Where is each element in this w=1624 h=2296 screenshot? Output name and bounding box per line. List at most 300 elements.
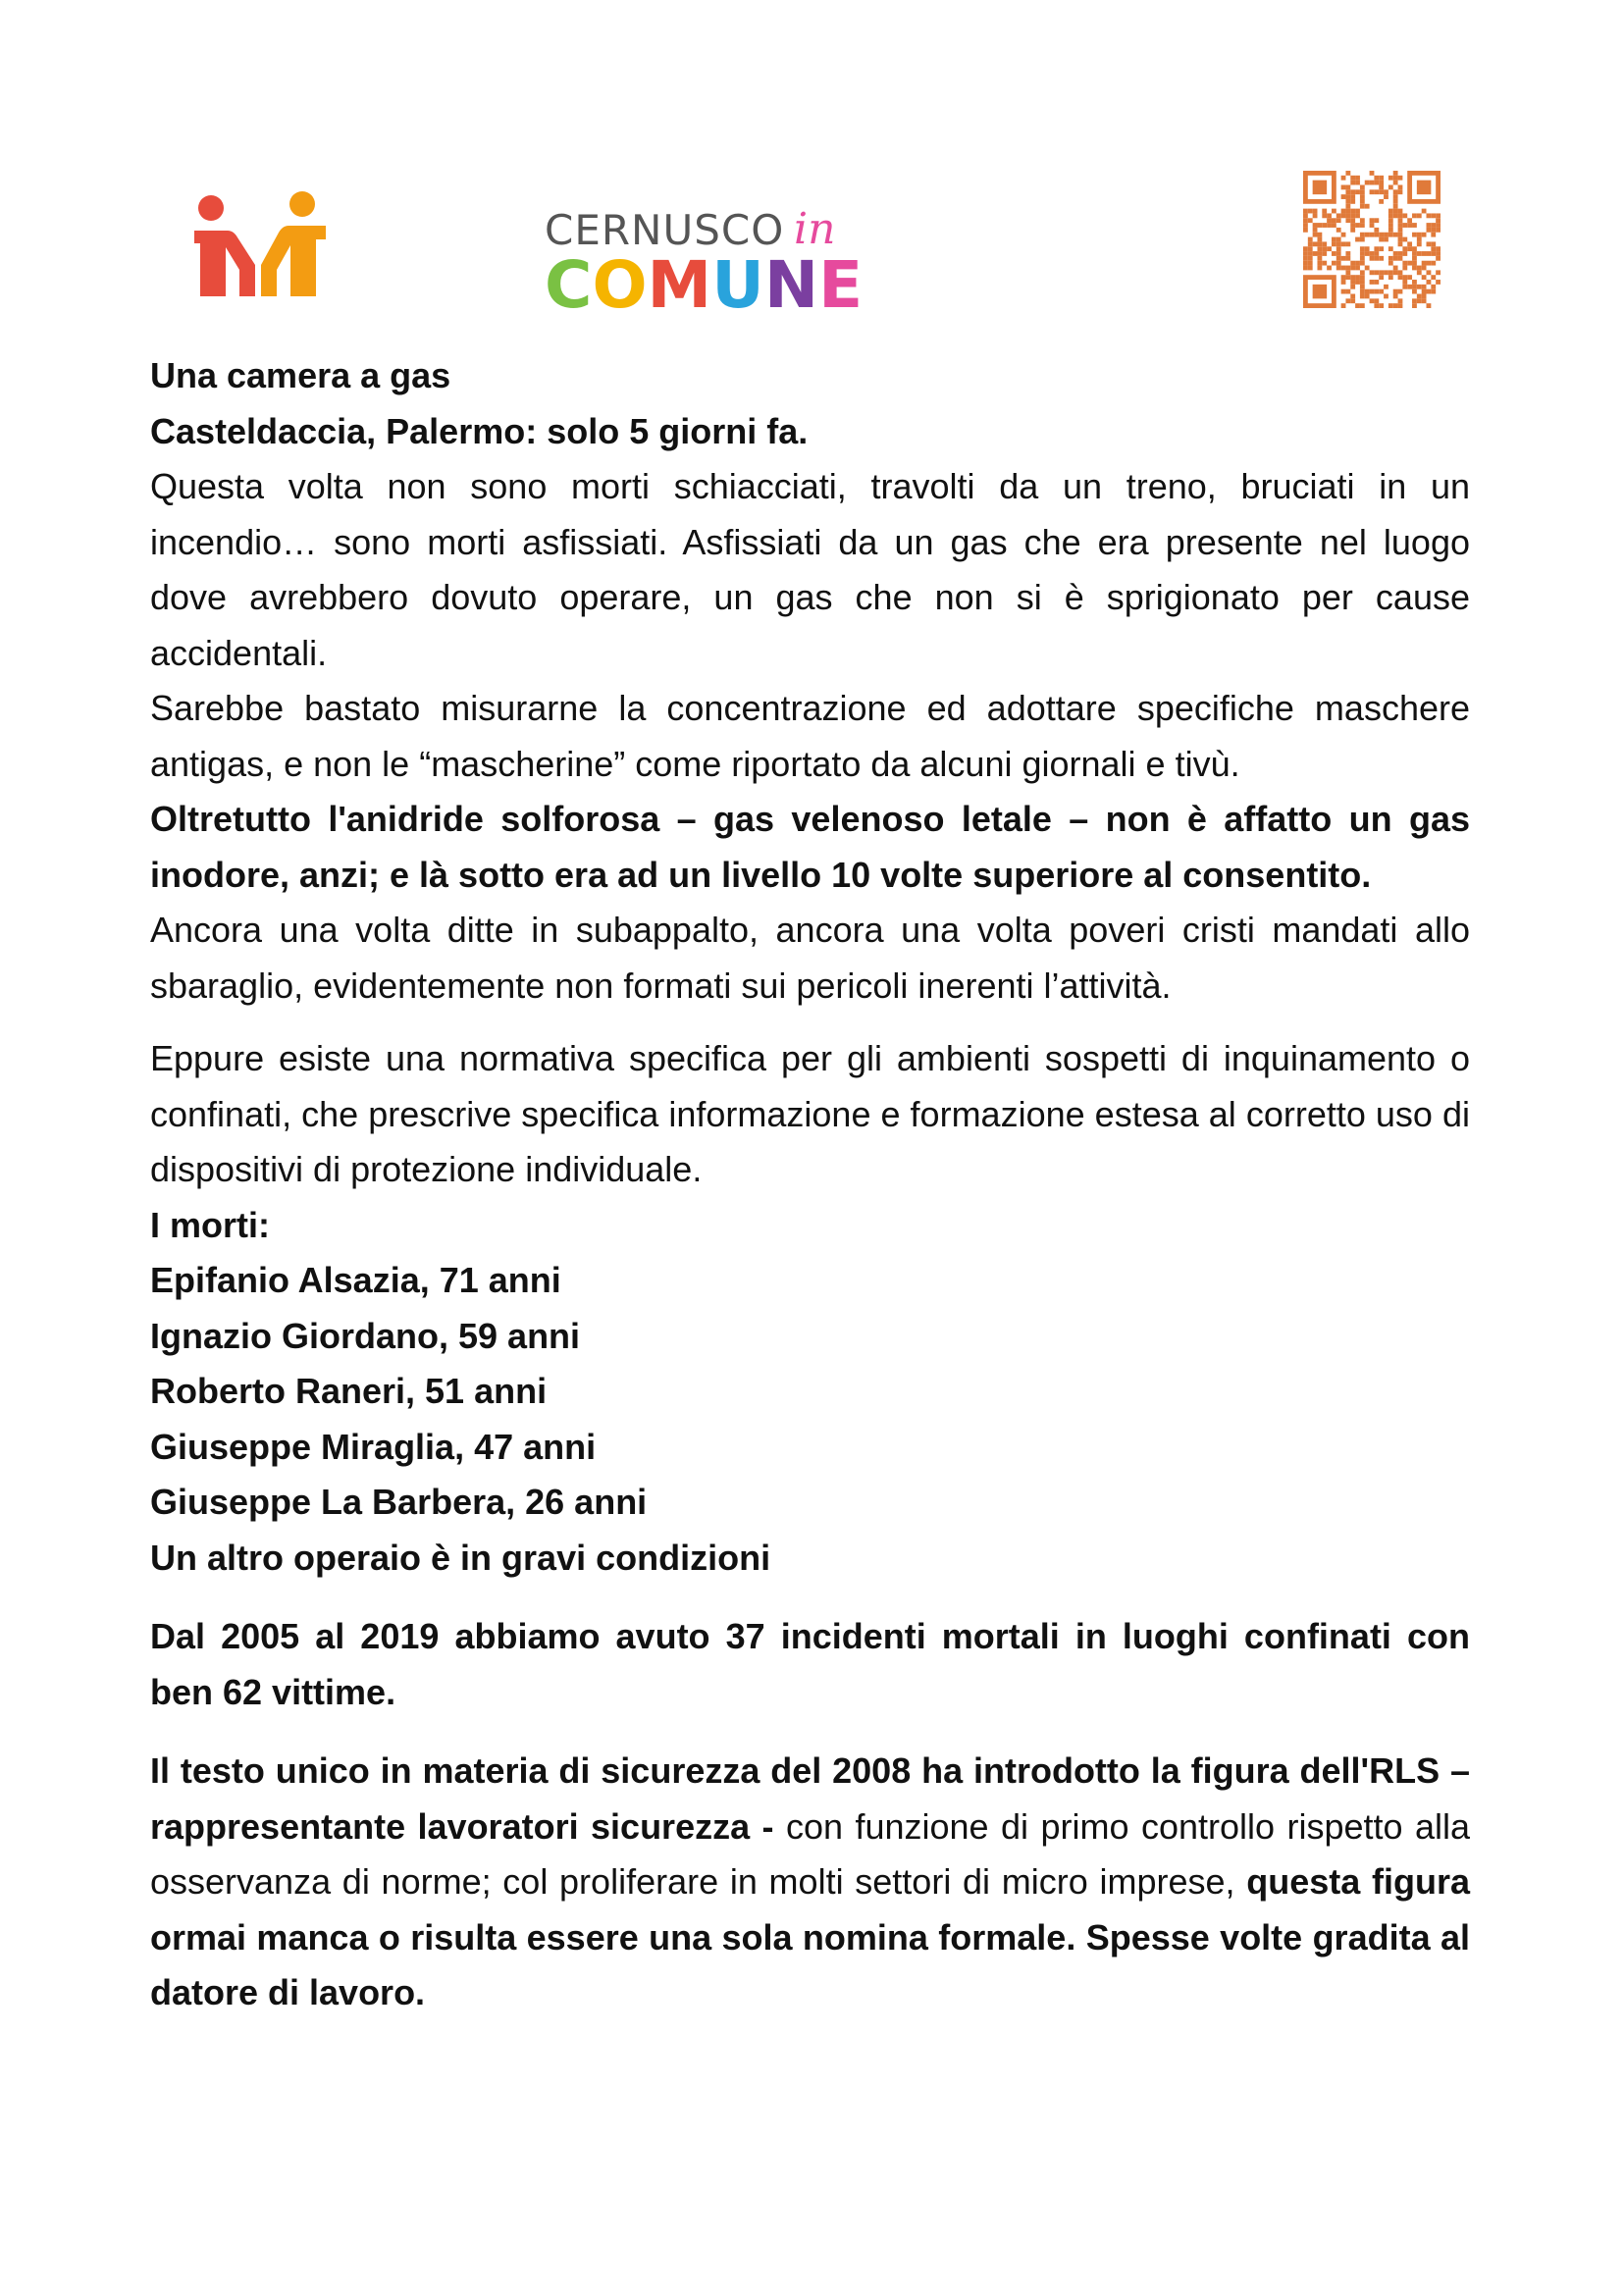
- qr-module: [1332, 223, 1336, 228]
- qr-module: [1355, 223, 1360, 228]
- qr-module: [1388, 261, 1393, 266]
- qr-module: [1365, 181, 1370, 185]
- qr-module: [1398, 209, 1403, 214]
- qr-module: [1436, 251, 1441, 256]
- qr-module: [1350, 280, 1355, 285]
- qr-module: [1422, 294, 1427, 299]
- qr-module: [1402, 285, 1407, 289]
- qr-module: [1431, 285, 1436, 289]
- qr-module: [1336, 213, 1341, 218]
- qr-module: [1374, 228, 1379, 233]
- qr-module: [1388, 303, 1393, 308]
- qr-module: [1427, 289, 1432, 294]
- qr-module: [1427, 280, 1432, 285]
- qr-module: [1431, 289, 1436, 294]
- qr-module: [1345, 275, 1350, 280]
- qr-module: [1412, 256, 1417, 261]
- qr-module: [1374, 303, 1379, 308]
- qr-module: [1317, 261, 1322, 266]
- m-logo: [186, 186, 334, 304]
- qr-module: [1370, 181, 1375, 185]
- qr-module: [1388, 233, 1393, 237]
- qr-module: [1412, 251, 1417, 256]
- qr-module: [1327, 246, 1332, 251]
- qr-module: [1313, 213, 1318, 218]
- qr-module: [1417, 298, 1422, 303]
- qr-module: [1332, 218, 1336, 223]
- qr-module: [1355, 181, 1360, 185]
- qr-module: [1350, 189, 1355, 194]
- qr-module: [1398, 298, 1403, 303]
- qr-module: [1355, 176, 1360, 181]
- victim-item: Ignazio Giordano, 59 anni: [150, 1315, 581, 1356]
- logo-head-left: [198, 195, 224, 221]
- qr-module: [1384, 194, 1388, 199]
- qr-module: [1370, 218, 1375, 223]
- qr-module: [1393, 289, 1398, 294]
- qr-module: [1360, 303, 1365, 308]
- qr-module: [1370, 251, 1375, 256]
- qr-module: [1388, 246, 1393, 251]
- qr-module: [1427, 261, 1432, 266]
- qr-module: [1303, 251, 1308, 256]
- qr-module: [1384, 189, 1388, 194]
- qr-module: [1398, 303, 1403, 308]
- paragraph-2: Sarebbe bastato misurarne la concentrazione ed adottare specifiche maschere antigas, e non le “mascherine” come riportato da alcuni giornali e tivù.: [150, 688, 1470, 784]
- qr-module: [1350, 194, 1355, 199]
- qr-module: [1355, 209, 1360, 214]
- qr-module: [1407, 218, 1412, 223]
- qr-finder-pattern: [1313, 285, 1327, 298]
- qr-module: [1345, 189, 1350, 194]
- qr-module: [1341, 241, 1346, 246]
- qr-module: [1313, 241, 1318, 246]
- qr-module: [1355, 213, 1360, 218]
- qr-module: [1350, 218, 1355, 223]
- logo-letter-e: E: [818, 247, 864, 323]
- qr-module: [1360, 285, 1365, 289]
- qr-module: [1393, 176, 1398, 181]
- qr-module: [1345, 184, 1350, 189]
- qr-module: [1436, 256, 1441, 261]
- qr-module: [1322, 251, 1327, 256]
- qr-module: [1374, 298, 1379, 303]
- paragraph-7-normal: con funzione di primo controllo rispetto alla osservanza di norme; col proliferare in molti settori di micro imprese,: [150, 1805, 1470, 1902]
- qr-module: [1332, 209, 1336, 214]
- qr-module: [1360, 237, 1365, 242]
- qr-module: [1374, 218, 1379, 223]
- qr-finder-pattern: [1313, 181, 1327, 194]
- qr-module: [1374, 280, 1379, 285]
- qr-module: [1341, 233, 1346, 237]
- qr-module: [1345, 251, 1350, 256]
- qr-module: [1374, 289, 1379, 294]
- qr-module: [1422, 298, 1427, 303]
- victim-item: Un altro operaio è in gravi condizioni: [150, 1537, 771, 1578]
- qr-module: [1398, 289, 1403, 294]
- qr-module: [1384, 237, 1388, 242]
- qr-module: [1313, 223, 1318, 228]
- qr-module: [1345, 298, 1350, 303]
- qr-module: [1341, 194, 1346, 199]
- qr-module: [1317, 246, 1322, 251]
- qr-module: [1327, 218, 1332, 223]
- qr-module: [1355, 237, 1360, 242]
- qr-module: [1308, 266, 1313, 271]
- qr-module: [1327, 266, 1332, 271]
- qr-module: [1402, 246, 1407, 251]
- qr-module: [1332, 261, 1336, 266]
- qr-module: [1350, 298, 1355, 303]
- paragraph-6: Dal 2005 al 2019 abbiamo avuto 37 incidenti mortali in luoghi confinati con ben 62 vittime.: [150, 1616, 1470, 1712]
- qr-module: [1332, 237, 1336, 242]
- qr-module: [1398, 189, 1403, 194]
- qr-module: [1360, 223, 1365, 228]
- qr-module: [1345, 256, 1350, 261]
- qr-module: [1336, 256, 1341, 261]
- qr-module: [1374, 256, 1379, 261]
- victim-item: Giuseppe La Barbera, 26 anni: [150, 1482, 648, 1522]
- qr-module: [1360, 289, 1365, 294]
- logo-letter-c: C: [545, 247, 593, 323]
- qr-module: [1355, 266, 1360, 271]
- qr-module: [1417, 251, 1422, 256]
- qr-module: [1379, 176, 1384, 181]
- qr-module: [1370, 289, 1375, 294]
- qr-module: [1355, 303, 1360, 308]
- qr-module: [1370, 233, 1375, 237]
- qr-module: [1422, 209, 1427, 214]
- qr-module: [1374, 246, 1379, 251]
- qr-module: [1431, 246, 1436, 251]
- qr-module: [1345, 194, 1350, 199]
- qr-module: [1393, 303, 1398, 308]
- paragraph-7: [150, 1744, 1470, 2021]
- victim-item: Roberto Raneri, 51 anni: [150, 1371, 548, 1411]
- qr-module: [1365, 266, 1370, 271]
- qr-module: [1308, 246, 1313, 251]
- qr-module: [1370, 189, 1375, 194]
- qr-module: [1431, 261, 1436, 266]
- qr-module: [1422, 266, 1427, 271]
- qr-module: [1341, 176, 1346, 181]
- qr-module: [1313, 209, 1318, 214]
- qr-module: [1303, 261, 1308, 266]
- qr-module: [1427, 228, 1432, 233]
- qr-module: [1345, 270, 1350, 275]
- qr-module: [1422, 261, 1427, 266]
- qr-module: [1355, 275, 1360, 280]
- qr-module: [1317, 266, 1322, 271]
- qr-module: [1355, 261, 1360, 266]
- qr-module: [1431, 251, 1436, 256]
- qr-module: [1317, 256, 1322, 261]
- qr-module: [1379, 275, 1384, 280]
- qr-module: [1308, 256, 1313, 261]
- qr-module: [1341, 209, 1346, 214]
- qr-module: [1370, 256, 1375, 261]
- qr-module: [1393, 251, 1398, 256]
- qr-module: [1393, 266, 1398, 271]
- qr-module: [1436, 213, 1441, 218]
- qr-module: [1388, 218, 1393, 223]
- qr-module: [1313, 251, 1318, 256]
- qr-module: [1370, 223, 1375, 228]
- qr-module: [1303, 256, 1308, 261]
- qr-module: [1417, 241, 1422, 246]
- qr-module: [1350, 228, 1355, 233]
- qr-module: [1427, 303, 1432, 308]
- qr-module: [1436, 218, 1441, 223]
- qr-module: [1427, 223, 1432, 228]
- qr-module: [1370, 270, 1375, 275]
- qr-module: [1303, 223, 1308, 228]
- qr-module: [1365, 233, 1370, 237]
- qr-module: [1360, 256, 1365, 261]
- qr-module: [1365, 246, 1370, 251]
- qr-module: [1308, 251, 1313, 256]
- qr-module: [1393, 213, 1398, 218]
- qr-module: [1370, 280, 1375, 285]
- qr-module: [1317, 223, 1322, 228]
- qr-module: [1393, 294, 1398, 299]
- paragraph-5: Eppure esiste una normativa specifica per gli ambienti sospetti di inquinamento o confinati, che prescrive specifica informazione e formazione estesa al corretto uso di dispositivi di protezione individuale.: [150, 1038, 1470, 1189]
- qr-module: [1350, 294, 1355, 299]
- qr-module: [1407, 241, 1412, 246]
- qr-module: [1345, 218, 1350, 223]
- qr-module: [1345, 289, 1350, 294]
- qr-module: [1417, 294, 1422, 299]
- qr-module: [1436, 280, 1441, 285]
- qr-module: [1360, 189, 1365, 194]
- qr-module: [1407, 275, 1412, 280]
- qr-module: [1336, 218, 1341, 223]
- qr-module: [1350, 209, 1355, 214]
- qr-module: [1360, 280, 1365, 285]
- qr-module: [1365, 251, 1370, 256]
- qr-module: [1327, 213, 1332, 218]
- qr-module: [1336, 251, 1341, 256]
- qr-module: [1393, 209, 1398, 214]
- qr-module: [1317, 251, 1322, 256]
- qr-module: [1345, 266, 1350, 271]
- qr-module: [1436, 270, 1441, 275]
- qr-module: [1431, 228, 1436, 233]
- qr-module: [1350, 223, 1355, 228]
- qr-module: [1417, 213, 1422, 218]
- qr-module: [1365, 294, 1370, 299]
- qr-module: [1393, 181, 1398, 185]
- qr-module: [1350, 275, 1355, 280]
- qr-module: [1412, 289, 1417, 294]
- qr-module: [1322, 213, 1327, 218]
- qr-module: [1393, 270, 1398, 275]
- qr-module: [1322, 223, 1327, 228]
- qr-module: [1388, 223, 1393, 228]
- victim-item: Giuseppe Miraglia, 47 anni: [150, 1426, 597, 1467]
- qr-module: [1393, 189, 1398, 194]
- victim-item: Epifanio Alsazia, 71 anni: [150, 1260, 561, 1300]
- qr-module: [1402, 237, 1407, 242]
- qr-module: [1412, 233, 1417, 237]
- qr-module: [1398, 237, 1403, 242]
- logo-text-top: CERNUSCO: [545, 206, 785, 254]
- logo-body-left: [194, 231, 255, 296]
- qr-module: [1308, 241, 1313, 246]
- qr-module: [1332, 241, 1336, 246]
- qr-module: [1407, 223, 1412, 228]
- qr-module: [1360, 218, 1365, 223]
- qr-module: [1313, 228, 1318, 233]
- qr-module: [1402, 251, 1407, 256]
- qr-module: [1402, 266, 1407, 271]
- qr-module: [1388, 213, 1393, 218]
- cernusco-in-comune-logo: [545, 204, 898, 323]
- qr-module: [1384, 294, 1388, 299]
- qr-module: [1350, 213, 1355, 218]
- qr-module: [1402, 275, 1407, 280]
- qr-module: [1431, 223, 1436, 228]
- qr-module: [1303, 266, 1308, 271]
- paragraph-4: Ancora una volta ditte in subappalto, ancora una volta poveri cristi mandati allo sbaraglio, evidentemente non formati sui pericoli inerenti l’attività.: [150, 910, 1470, 1006]
- qr-module: [1417, 237, 1422, 242]
- qr-module: [1336, 237, 1341, 242]
- qr-module: [1388, 228, 1393, 233]
- qr-module: [1360, 275, 1365, 280]
- qr-module: [1412, 280, 1417, 285]
- qr-module: [1398, 184, 1403, 189]
- qr-module: [1422, 251, 1427, 256]
- logo-letter-u: U: [711, 247, 764, 323]
- qr-module: [1393, 199, 1398, 204]
- paragraph-7-bold-b: questa figura ormai manca o risulta essere una sola nomina formale. Spesse volte gradita al datore di lavoro.: [150, 1861, 1471, 2012]
- qr-module: [1398, 218, 1403, 223]
- qr-module: [1341, 184, 1346, 189]
- qr-module: [1384, 233, 1388, 237]
- qr-module: [1393, 171, 1398, 176]
- qr-module: [1336, 246, 1341, 251]
- qr-module: [1436, 228, 1441, 233]
- qr-module: [1388, 184, 1393, 189]
- qr-module: [1412, 223, 1417, 228]
- qr-module: [1388, 209, 1393, 214]
- qr-module: [1360, 261, 1365, 266]
- qr-module: [1332, 251, 1336, 256]
- qr-module: [1379, 303, 1384, 308]
- qr-module: [1398, 275, 1403, 280]
- qr-module: [1336, 228, 1341, 233]
- qr-module: [1303, 209, 1308, 214]
- qr-module: [1379, 184, 1384, 189]
- qr-module: [1398, 233, 1403, 237]
- qr-module: [1398, 223, 1403, 228]
- qr-module: [1398, 176, 1403, 181]
- logo-text-in: in: [794, 204, 836, 254]
- qr-module: [1360, 204, 1365, 209]
- qr-module: [1303, 213, 1308, 218]
- qr-module: [1379, 199, 1384, 204]
- qr-module: [1412, 261, 1417, 266]
- qr-module: [1336, 241, 1341, 246]
- qr-module: [1327, 223, 1332, 228]
- qr-module: [1345, 171, 1350, 176]
- victims-heading: I morti:: [150, 1204, 270, 1245]
- qr-module: [1370, 171, 1375, 176]
- qr-module: [1322, 246, 1327, 251]
- qr-module: [1398, 241, 1403, 246]
- qr-module: [1436, 223, 1441, 228]
- qr-module: [1360, 194, 1365, 199]
- paragraph-3: Oltretutto l'anidride solforosa – gas velenoso letale – non è affatto un gas inodore, anzi; e là sotto era ad un livello 10 volte superiore al consentito.: [150, 799, 1470, 895]
- qr-module: [1374, 181, 1379, 185]
- qr-module: [1398, 228, 1403, 233]
- qr-module: [1412, 266, 1417, 271]
- qr-module: [1417, 233, 1422, 237]
- qr-module: [1398, 213, 1403, 218]
- qr-code[interactable]: [1303, 171, 1441, 308]
- qr-module: [1322, 241, 1327, 246]
- qr-module: [1308, 237, 1313, 242]
- qr-module: [1355, 189, 1360, 194]
- qr-module: [1336, 266, 1341, 271]
- qr-module: [1422, 289, 1427, 294]
- qr-module: [1379, 256, 1384, 261]
- qr-module: [1422, 275, 1427, 280]
- qr-module: [1384, 285, 1388, 289]
- paragraph-1: Questa volta non sono morti schiacciati, travolti da un treno, bruciati in un incendio… sono morti asfissiati. Asfissiati da un gas che era presente nel luogo dove avrebbero dovuto operare, un gas che non si è sprigionato per cause accidentali.: [150, 466, 1470, 673]
- qr-module: [1374, 270, 1379, 275]
- qr-module: [1360, 233, 1365, 237]
- qr-module: [1308, 218, 1313, 223]
- qr-module: [1402, 280, 1407, 285]
- qr-module: [1341, 303, 1346, 308]
- qr-module: [1345, 209, 1350, 214]
- logo-head-right: [289, 191, 315, 217]
- qr-module: [1313, 233, 1318, 237]
- qr-module: [1350, 176, 1355, 181]
- qr-module: [1388, 270, 1393, 275]
- qr-module: [1422, 233, 1427, 237]
- qr-module: [1336, 261, 1341, 266]
- qr-module: [1350, 285, 1355, 289]
- qr-module: [1350, 261, 1355, 266]
- qr-finder-pattern: [1417, 181, 1431, 194]
- qr-module: [1427, 251, 1432, 256]
- header: [0, 167, 1624, 334]
- qr-module: [1402, 213, 1407, 218]
- qr-module: [1317, 237, 1322, 242]
- qr-module: [1345, 213, 1350, 218]
- qr-module: [1393, 204, 1398, 209]
- qr-module: [1398, 256, 1403, 261]
- qr-module: [1427, 270, 1432, 275]
- qr-module: [1379, 189, 1384, 194]
- qr-module: [1412, 285, 1417, 289]
- qr-module: [1393, 194, 1398, 199]
- qr-module: [1374, 233, 1379, 237]
- qr-module: [1360, 246, 1365, 251]
- qr-module: [1374, 189, 1379, 194]
- qr-module: [1360, 199, 1365, 204]
- qr-module: [1341, 266, 1346, 271]
- qr-module: [1431, 213, 1436, 218]
- qr-module: [1431, 241, 1436, 246]
- qr-module: [1345, 241, 1350, 246]
- qr-module: [1317, 233, 1322, 237]
- qr-module: [1393, 233, 1398, 237]
- qr-module: [1303, 246, 1308, 251]
- qr-module: [1402, 223, 1407, 228]
